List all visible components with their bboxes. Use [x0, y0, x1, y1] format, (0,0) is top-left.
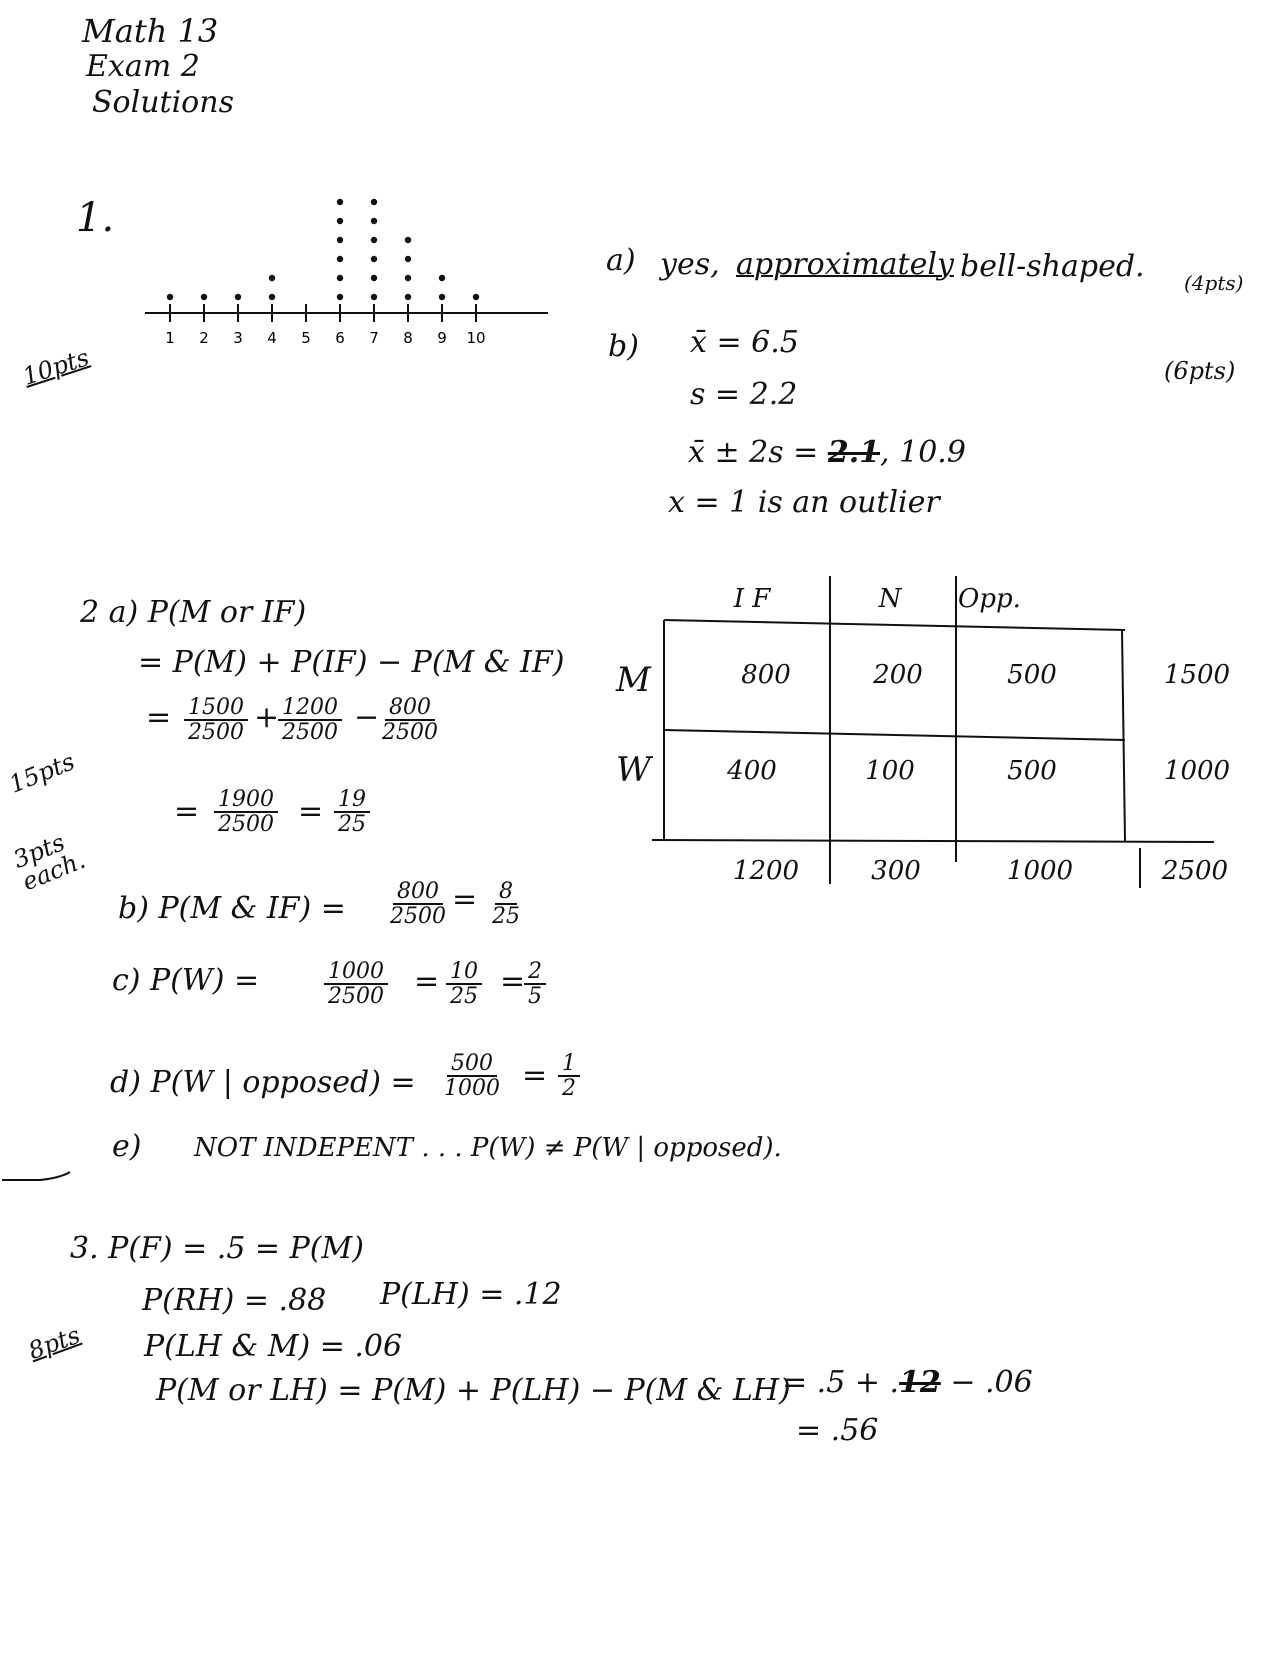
- p2b-frac1-num: 800: [393, 880, 443, 905]
- p3-line4b-c: − .06: [950, 1365, 1033, 1400]
- p2-each: 3pts each.: [9, 828, 90, 897]
- interval-left-text: x̄ ± 2s =: [688, 435, 819, 470]
- table-total-m: 1500: [1163, 660, 1231, 690]
- p3-answer: = .56: [796, 1413, 879, 1448]
- p2a-frac2-den: 2500: [282, 720, 338, 746]
- table-grand-total: 2500: [1161, 856, 1229, 886]
- part-a-bell-shaped: bell-shaped.: [960, 249, 1145, 284]
- interval-right: , 10.9: [880, 435, 966, 470]
- p3-line4b: [782, 1366, 1033, 1399]
- part-a-label: a): [606, 243, 636, 278]
- p2d-eq: =: [522, 1058, 548, 1093]
- p2a-eq1: =: [146, 700, 172, 735]
- dotplot-tick-label: 10: [466, 329, 486, 347]
- table-row-label-w: W: [616, 750, 651, 790]
- problem1-number: 1.: [76, 195, 115, 241]
- p2c-frac1-num: 1000: [324, 960, 388, 985]
- dotplot-tick-label: 5: [301, 329, 311, 347]
- table-cell-w-if: 400: [727, 756, 777, 786]
- dotplot-tick-label: 9: [437, 329, 447, 347]
- p2b-frac1-den: 2500: [390, 904, 446, 930]
- p2a-frac3-den: 2500: [382, 720, 438, 746]
- xbar-value: x̄ = 6.5: [690, 325, 799, 360]
- part-b-points: (6pts): [1164, 357, 1236, 385]
- p2b-frac2-den: 25: [492, 904, 520, 930]
- p2a-frac3-num: 800: [385, 696, 435, 721]
- p2c-frac3-den: 5: [528, 984, 542, 1010]
- p3-line2b: P(LH) = .12: [380, 1277, 562, 1312]
- p2a-label: 2 a) P(M or IF): [80, 595, 307, 630]
- dotplot-tick-label: 4: [267, 329, 277, 347]
- table-row-label-m: M: [616, 660, 651, 700]
- dotplot-tick-label: 2: [199, 329, 209, 347]
- p3-line4b-a: = .5 + .: [782, 1365, 900, 1400]
- table-cell-w-opp: 500: [1007, 756, 1057, 786]
- table-total-w: 1000: [1163, 756, 1231, 786]
- dotplot-tick-label: 8: [403, 329, 413, 347]
- p3-points-text: 8pts: [24, 1320, 84, 1366]
- dotplot-tick-label: 7: [369, 329, 379, 347]
- p2d-frac1-den: 1000: [444, 1076, 500, 1102]
- p2c-eq1: =: [414, 964, 440, 999]
- table-cell-m-opp: 500: [1007, 660, 1057, 690]
- p2c-frac2-num: 10: [446, 960, 482, 985]
- p3-line3: P(LH & M) = .06: [144, 1329, 403, 1364]
- p3-line1: 3. P(F) = .5 = P(M): [70, 1231, 364, 1266]
- part-a-approximately: approximately: [736, 247, 954, 282]
- doc-title: Solutions: [92, 85, 234, 120]
- table-coltotal-if: 1200: [732, 856, 800, 886]
- p2b-eq: =: [452, 882, 478, 917]
- dotplot-tick-label: 6: [335, 329, 345, 347]
- p2a-result1-den: 2500: [218, 812, 274, 838]
- dotplot-tick-label: 3: [233, 329, 243, 347]
- part-b-label: b): [608, 329, 639, 364]
- p2a-result1-num: 1900: [214, 788, 278, 813]
- p2a-result2-num: 19: [334, 788, 370, 813]
- p2b-label: b) P(M & IF) =: [118, 891, 346, 926]
- table-coltotal-n: 300: [871, 856, 921, 886]
- problem1-points-text: 10pts: [19, 343, 93, 391]
- p3-line4: P(M or LH) = P(M) + P(LH) − P(M & LH): [156, 1373, 791, 1408]
- p2a-plus: +: [254, 700, 280, 735]
- p2e-text: NOT INDEPENT . . . P(W) ≠ P(W | opposed).: [194, 1133, 782, 1163]
- p2c-frac1-den: 2500: [328, 984, 384, 1010]
- part-a-yes: yes,: [660, 247, 720, 282]
- p2b-frac2-num: 8: [495, 880, 517, 905]
- dotplot-tick-label: 1: [165, 329, 175, 347]
- table-col-if: I F: [733, 584, 771, 614]
- p2c-frac3-num: 2: [524, 960, 546, 985]
- p2a-frac1-den: 2500: [188, 720, 244, 746]
- p2c-label: c) P(W) =: [112, 963, 260, 998]
- table-coltotal-opp: 1000: [1006, 856, 1074, 886]
- p3-line4b-strike: 12: [899, 1365, 941, 1400]
- part-a-points: (4pts): [1184, 271, 1244, 295]
- exam-title: Exam 2: [86, 49, 200, 84]
- course-title: Math 13: [82, 12, 219, 50]
- p2a-frac2-num: 1200: [278, 696, 342, 721]
- table-cell-m-if: 800: [741, 660, 791, 690]
- p3-line2a: P(RH) = .88: [142, 1283, 327, 1318]
- p2e-label: e): [112, 1129, 142, 1164]
- p2a-result2-den: 25: [338, 812, 366, 838]
- p2d-frac2-num: 1: [558, 1052, 580, 1077]
- s-value: s = 2.2: [690, 377, 798, 412]
- p2d-frac1-num: 500: [447, 1052, 497, 1077]
- p2a-minus: −: [354, 700, 380, 735]
- p2d-frac2-den: 2: [562, 1076, 576, 1102]
- table-cell-w-n: 100: [865, 756, 915, 786]
- table-col-opp: Opp.: [958, 584, 1021, 614]
- table-cell-m-n: 200: [873, 660, 923, 690]
- p2-points: 15pts: [5, 747, 79, 799]
- p2d-label: d) P(W | opposed) =: [110, 1065, 416, 1100]
- p2a-line2: = P(M) + P(IF) − P(M & IF): [138, 645, 565, 680]
- interval-strike: 2.1: [827, 435, 881, 470]
- p2c-eq2: =: [500, 964, 526, 999]
- p2a-eq3: =: [298, 794, 324, 829]
- p2c-frac2-den: 25: [450, 984, 478, 1010]
- outlier-note: x = 1 is an outlier: [668, 485, 940, 520]
- table-col-n: N: [878, 584, 902, 614]
- p2a-eq2: =: [174, 794, 200, 829]
- p2a-frac1-num: 1500: [184, 696, 248, 721]
